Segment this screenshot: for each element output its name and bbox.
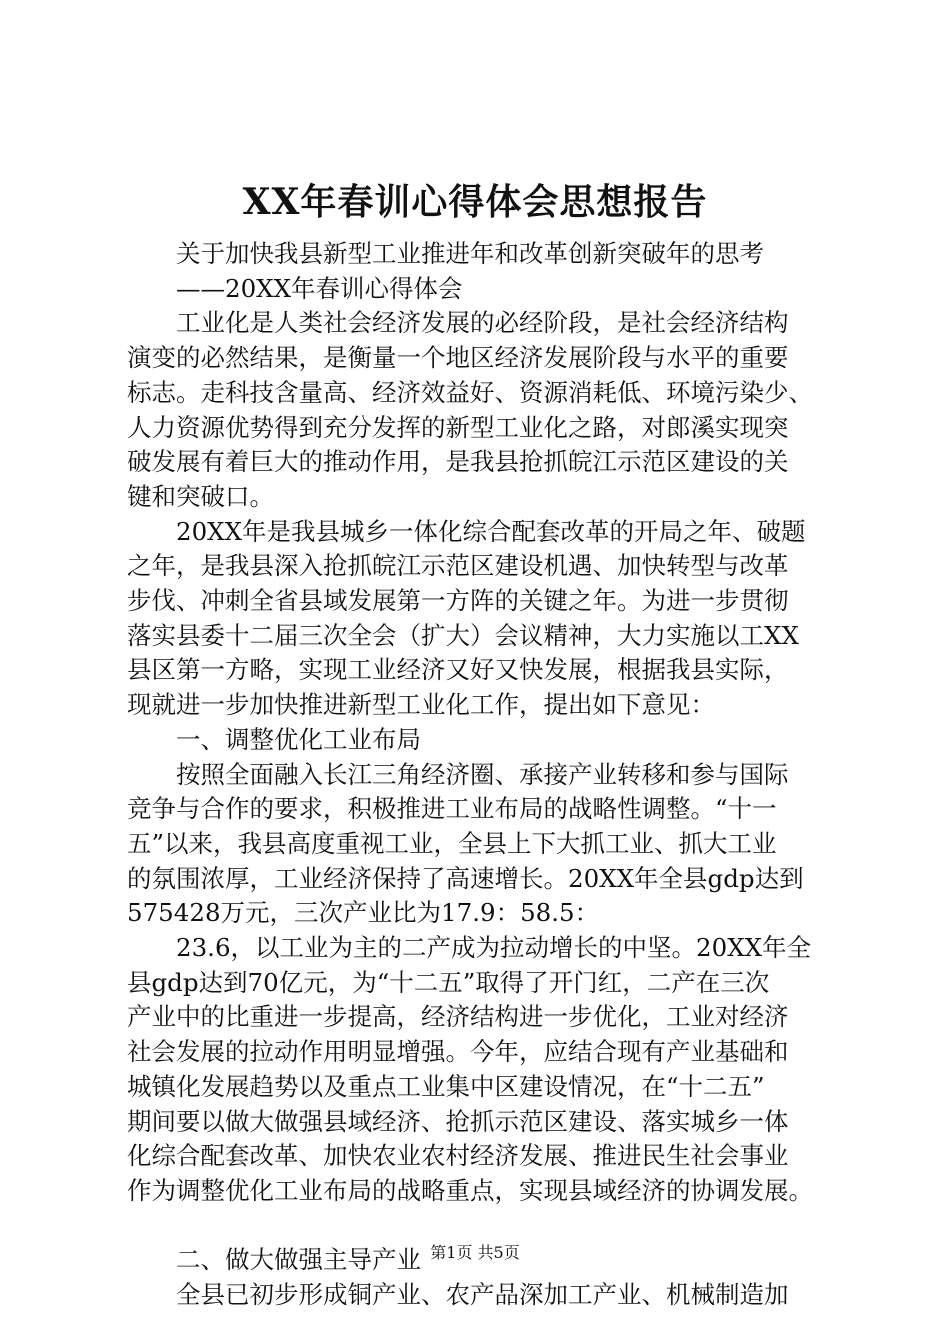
text-line: 期间要以做大做强县域经济、抢抓示范区建设、落实城乡一体 <box>127 1106 789 1136</box>
text-line: 关于加快我县新型工业推进年和改革创新突破年的思考 <box>176 239 764 268</box>
text-line: 社会发展的拉动作用明显增强。今年，应结合现有产业基础和 <box>127 1037 789 1067</box>
page-footer: 第1页 共5页 <box>430 1243 520 1262</box>
text-line: 演变的必然结果，是衡量一个地区经济发展阶段与水平的重要 <box>127 343 789 373</box>
text-line: 落实县委十二届三次全会（扩大）会议精神，大力实施以工XX <box>127 620 799 650</box>
text-line: 化综合配套改革、加快农业农村经济发展、推进民生社会事业 <box>127 1141 789 1171</box>
text-line: 竞争与合作的要求，积极推进工业布局的战略性调整。“十一 <box>127 794 777 824</box>
text-line: 产业中的比重进一步提高，经济结构进一步优化，工业对经济 <box>127 1002 789 1032</box>
text-line: 一、调整优化工业布局 <box>176 724 421 754</box>
text-line: 标志。走科技含量高、经济效益好、资源消耗低、环境污染少、 <box>127 377 813 407</box>
text-line: 现就进一步加快推进新型工业化工作，提出如下意见： <box>127 690 715 720</box>
blank-line <box>127 1209 837 1244</box>
text-line: 作为调整优化工业布局的战略重点，实现县域经济的协调发展。 <box>127 1175 813 1205</box>
text-line: ——20XX年春训心得体会 <box>176 273 463 303</box>
document-body <box>127 237 837 1313</box>
text-line: 城镇化发展趋势以及重点工业集中区建设情况，在“十二五” <box>127 1071 765 1101</box>
text-line: 县区第一方略，实现工业经济又好又快发展，根据我县实际， <box>127 655 789 685</box>
text-line: 23.6，以工业为主的二产成为拉动增长的中坚。20XX年全 <box>176 933 812 963</box>
text-line: 步伐、冲刺全省县域发展第一方阵的关键之年。为进一步贯彻 <box>127 586 789 616</box>
text-line: 工业化是人类社会经济发展的必经阶段，是社会经济结构 <box>176 308 789 338</box>
document-title: XX年春训心得体会思想报告 <box>242 181 708 223</box>
text-line: 人力资源优势得到充分发挥的新型工业化之路，对郎溪实现突 <box>127 412 789 442</box>
text-line: 的氛围浓厚，工业经济保持了高速增长。20XX年全县gdp达到 <box>127 863 804 893</box>
text-line: 破发展有着巨大的推动作用，是我县抢抓皖江示范区建设的关 <box>127 447 789 477</box>
text-line: 二、做大做强主导产业 <box>176 1245 421 1275</box>
text-line: 键和突破口。 <box>127 481 274 511</box>
text-line: 之年，是我县深入抢抓皖江示范区建设机遇、加快转型与改革 <box>127 551 789 581</box>
text-line: 575428万元，三次产业比为17.9：58.5： <box>127 898 600 928</box>
text-line: 按照全面融入长江三角经济圈、承接产业转移和参与国际 <box>176 759 789 789</box>
text-line: 县gdp达到70亿元，为“十二五”取得了开门红，二产在三次 <box>127 967 770 997</box>
text-line: 全县已初步形成铜产业、农产品深加工产业、机械制造加 <box>176 1280 789 1310</box>
text-line: 五”以来，我县高度重视工业，全县上下大抓工业、抓大工业 <box>127 828 777 858</box>
text-line: 20XX年是我县城乡一体化综合配套改革的开局之年、破题 <box>176 516 806 546</box>
